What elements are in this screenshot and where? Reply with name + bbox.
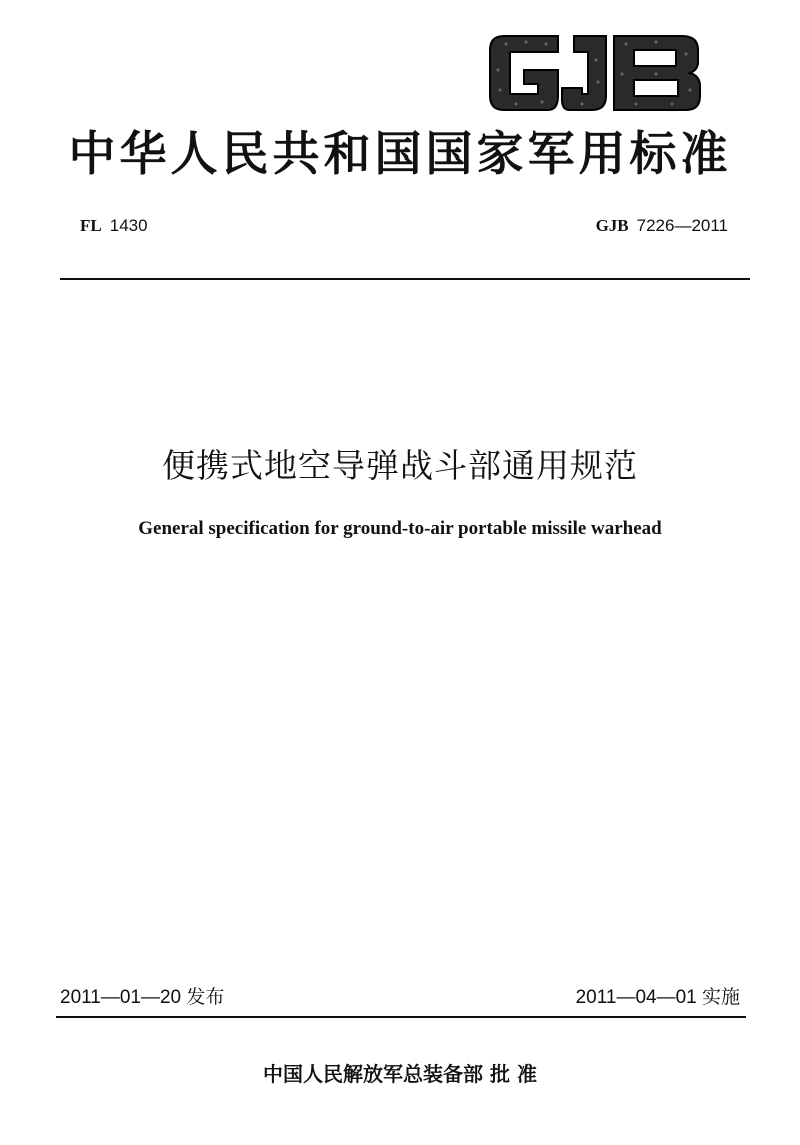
document-title-english: General specification for ground-to-air portable missile warhead xyxy=(138,518,662,539)
gjb-logo-graphic xyxy=(486,30,708,116)
standard-number xyxy=(596,216,728,236)
standard-prefix: GJB xyxy=(595,216,629,235)
approving-authority: 中国人民解放军总装备部 批 准 xyxy=(263,1062,537,1086)
classification-number: 1430 xyxy=(109,216,148,235)
classification-code xyxy=(80,216,148,236)
org-title: 中华人民共和国国家军用标准 xyxy=(68,127,732,182)
header-divider xyxy=(60,278,750,280)
document-title-chinese: 便携式地空导弹战斗部通用规范 xyxy=(162,446,638,485)
issue-date: 2011—01—20 发布 xyxy=(60,987,225,1008)
gjb-logo xyxy=(486,30,708,116)
classification-prefix: FL xyxy=(80,216,102,235)
footer-divider xyxy=(56,1016,746,1018)
implementation-date: 2011—04—01 实施 xyxy=(575,987,740,1008)
standard-number-value: 7226—2011 xyxy=(636,216,728,235)
